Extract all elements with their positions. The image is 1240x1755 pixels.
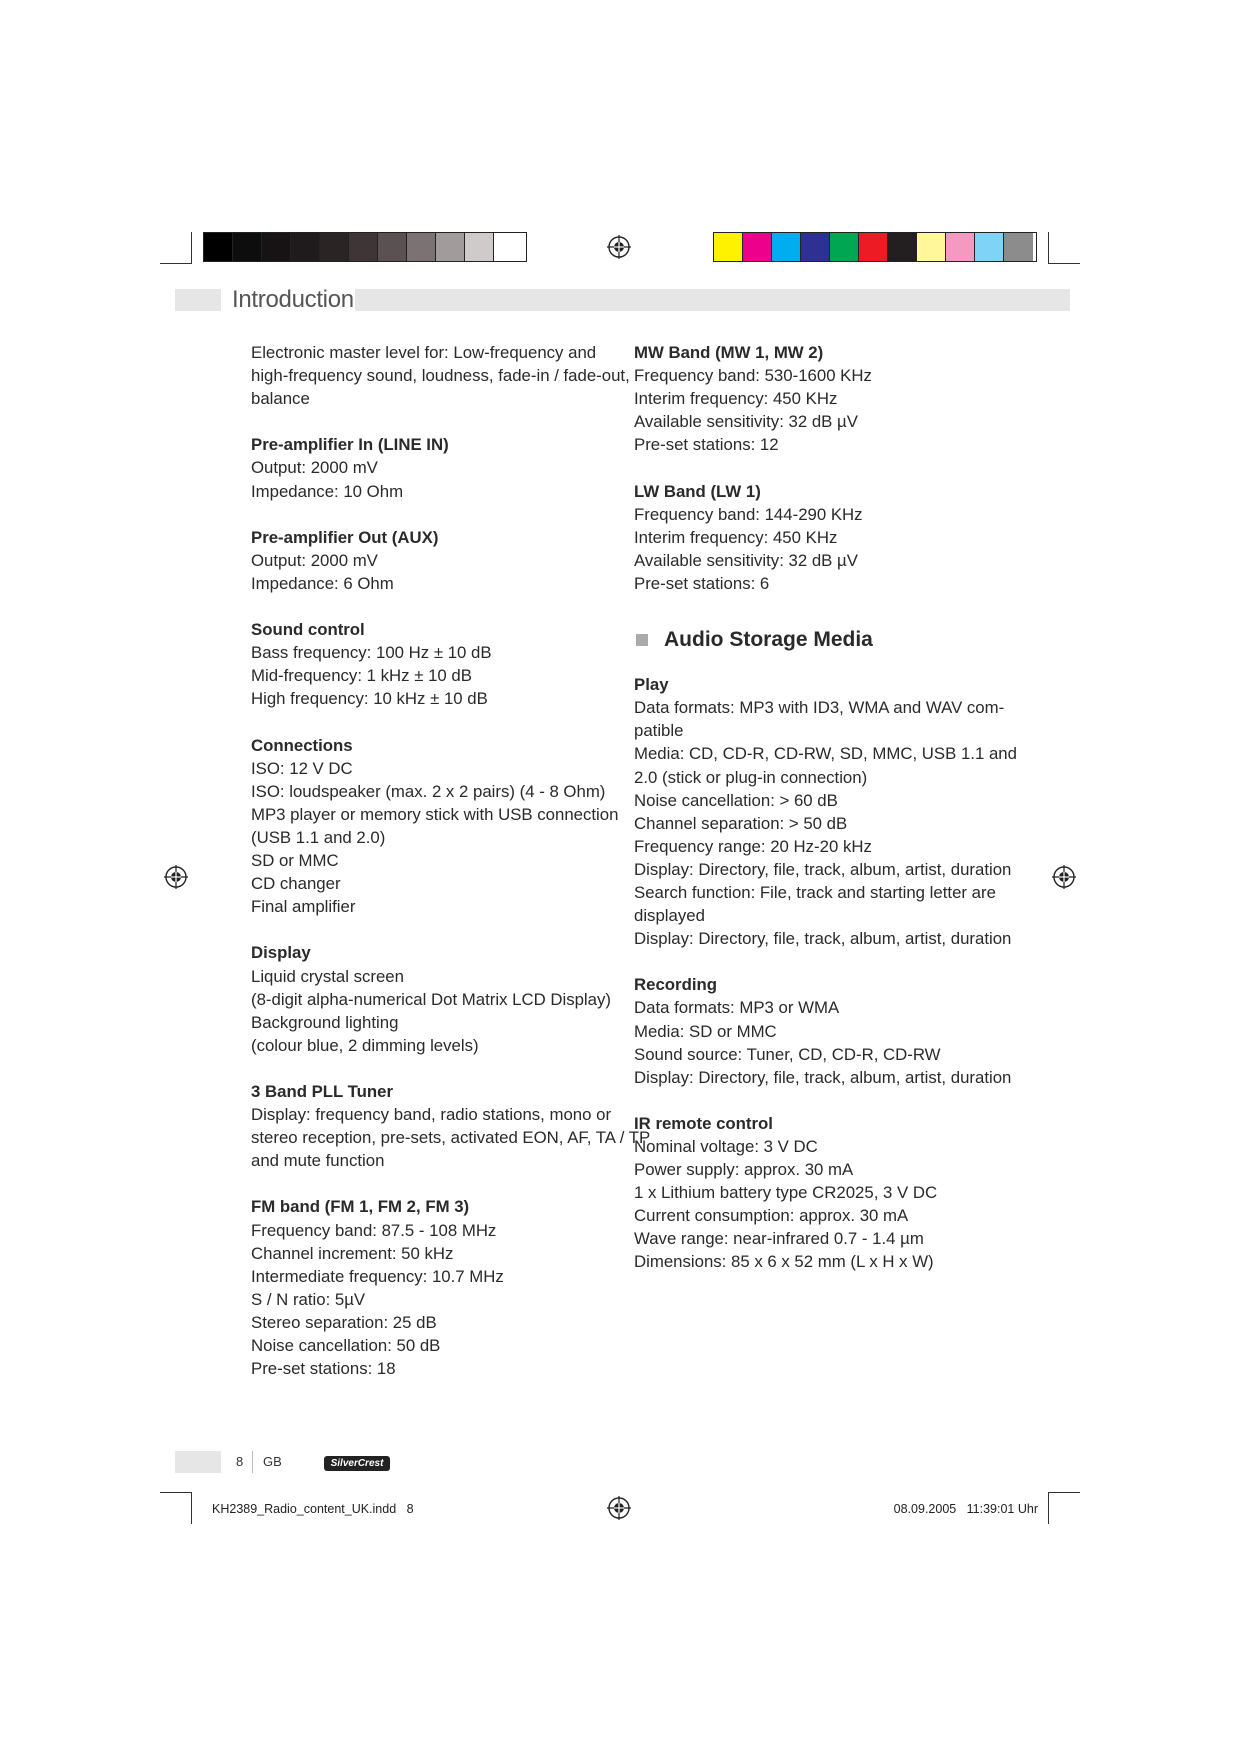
section-heading: Pre-amplifier In (LINE IN)	[251, 435, 449, 455]
spec-line: Stereo separation: 25 dB	[251, 1312, 437, 1332]
spec-lines	[251, 1219, 621, 1381]
color-swatch	[378, 233, 407, 261]
spec-line: Pre-set stations: 18	[251, 1359, 396, 1379]
spec-line: Power supply: approx. 30 mA	[634, 1160, 854, 1180]
crop-mark	[1048, 1492, 1049, 1524]
spec-line: CD changer	[251, 874, 341, 894]
spec-line: Data formats: MP3 with ID3, WMA and WAV com-	[634, 698, 1005, 718]
registration-mark-icon	[607, 235, 631, 259]
spec-lines	[634, 696, 1017, 950]
spec-line: patible	[634, 721, 684, 741]
spec-line: Liquid crystal screen	[251, 966, 404, 986]
spec-line: Background lighting	[251, 1012, 399, 1032]
color-swatch	[436, 233, 465, 261]
spec-lines	[251, 1103, 651, 1172]
crop-mark	[1048, 1492, 1080, 1493]
color-swatch	[975, 233, 1004, 261]
spec-line: Channel increment: 50 kHz	[251, 1243, 454, 1263]
square-bullet-icon	[636, 634, 648, 646]
spec-lines	[634, 364, 1004, 456]
spec-lines	[251, 641, 621, 710]
color-calibration-bar	[713, 232, 1037, 262]
spec-line: Data formats: MP3 or WMA	[634, 998, 840, 1018]
section-heading: 3 Band PLL Tuner	[251, 1082, 394, 1101]
color-swatch	[946, 233, 975, 261]
spec-line: SD or MMC	[251, 851, 339, 871]
footer-divider	[252, 1451, 253, 1473]
color-swatch	[801, 233, 830, 261]
color-swatch	[917, 233, 946, 261]
spec-line: ISO: loudspeaker (max. 2 x 2 pairs) (4 - 8 Ohm)	[251, 781, 606, 801]
spec-line: Impedance: 10 Ohm	[251, 481, 404, 501]
spec-line: Electronic master level for: Low-frequency and	[251, 343, 597, 362]
spec-line: Channel separation: > 50 dB	[634, 813, 848, 833]
section-heading: IR remote control	[634, 1113, 773, 1133]
spec-line: Available sensitivity: 32 dB µV	[634, 412, 858, 432]
crop-mark	[160, 1492, 192, 1493]
spec-line: Nominal voltage: 3 V DC	[634, 1137, 818, 1156]
spec-line: and mute function	[251, 1151, 385, 1171]
crop-mark	[191, 1492, 192, 1524]
left-column	[251, 341, 651, 1380]
spec-lines	[634, 1135, 1004, 1274]
spec-line: Sound source: Tuner, CD, CD-R, CD-RW	[634, 1044, 941, 1064]
section-heading: Sound control	[251, 620, 365, 640]
color-swatch	[204, 233, 233, 261]
crop-mark	[1048, 263, 1080, 264]
color-swatch	[407, 233, 436, 261]
spec-lines	[251, 456, 621, 502]
spec-line: Frequency band: 144-290 KHz	[634, 504, 863, 524]
spec-line: High frequency: 10 kHz ± 10 dB	[251, 689, 488, 709]
spec-line: Final amplifier	[251, 897, 356, 917]
section-heading: Play	[634, 675, 669, 695]
crop-mark	[160, 263, 192, 264]
spec-line: Noise cancellation: > 60 dB	[634, 790, 838, 810]
registration-mark-icon	[1052, 865, 1076, 889]
spec-lines	[634, 503, 1004, 595]
spec-line: Pre-set stations: 12	[634, 435, 779, 455]
audio-storage-heading	[634, 618, 1004, 662]
spec-line: Interim frequency: 450 KHz	[634, 389, 838, 409]
spec-line: Frequency band: 530-1600 KHz	[634, 366, 872, 386]
spec-line: Output: 2000 mV	[251, 458, 378, 478]
section-heading: Display	[251, 943, 311, 963]
spec-line: displayed	[634, 906, 705, 926]
spec-line: Media: CD, CD-R, CD-RW, SD, MMC, USB 1.1 and	[634, 744, 1017, 764]
slug-filename: KH2389_Radio_content_UK.indd 8	[212, 1502, 414, 1516]
spec-line: Mid-frequency: 1 kHz ± 10 dB	[251, 666, 472, 686]
spec-line: Display: frequency band, radio stations, mono or	[251, 1105, 612, 1125]
spec-line: Frequency range: 20 Hz-20 kHz	[634, 836, 872, 856]
header-right-band	[355, 289, 1070, 311]
color-swatch	[494, 233, 523, 261]
spec-line: Display: Directory, file, track, album, artist, duration	[634, 1067, 1012, 1087]
spec-line: Intermediate frequency: 10.7 MHz	[251, 1266, 504, 1286]
spec-line: (USB 1.1 and 2.0)	[251, 827, 386, 847]
color-swatch	[291, 233, 320, 261]
color-swatch	[888, 233, 917, 261]
spec-line: Impedance: 6 Ohm	[251, 573, 394, 593]
grayscale-calibration-bar	[203, 232, 527, 262]
color-swatch	[320, 233, 349, 261]
section-heading: FM band (FM 1, FM 2, FM 3)	[251, 1197, 470, 1217]
spec-lines	[251, 965, 621, 1057]
slug-timestamp: 08.09.2005 11:39:01 Uhr	[893, 1502, 1038, 1516]
color-swatch	[714, 233, 743, 261]
spec-line: Media: SD or MMC	[634, 1021, 777, 1041]
spec-line: balance	[251, 389, 310, 409]
spec-line: (colour blue, 2 dimming levels)	[251, 1035, 479, 1055]
color-swatch	[465, 233, 494, 261]
registration-mark-icon	[607, 1496, 631, 1520]
color-swatch	[233, 233, 262, 261]
spec-line: Bass frequency: 100 Hz ± 10 dB	[251, 643, 492, 663]
color-swatch	[830, 233, 859, 261]
section-heading: Connections	[251, 735, 353, 755]
color-swatch	[859, 233, 888, 261]
section-heading: Recording	[634, 975, 717, 995]
spec-line: Display: Directory, file, track, album, artist, duration	[634, 929, 1012, 949]
spec-line: S / N ratio: 5µV	[251, 1289, 366, 1309]
spec-line: high-frequency sound, loudness, fade-in / fade-out,	[251, 366, 630, 386]
crop-mark	[1048, 232, 1049, 263]
color-swatch	[772, 233, 801, 261]
page-number: 8	[236, 1454, 244, 1469]
spec-lines	[251, 549, 621, 595]
audio-storage-title: Audio Storage Media	[664, 628, 873, 652]
intro-text	[251, 341, 630, 410]
color-swatch	[349, 233, 378, 261]
spec-line: Output: 2000 mV	[251, 550, 378, 570]
color-swatch	[262, 233, 291, 261]
spec-line: MP3 player or memory stick with USB connection	[251, 804, 619, 824]
language-code: GB	[263, 1454, 282, 1469]
spec-line: Noise cancellation: 50 dB	[251, 1336, 441, 1356]
spec-line: 1 x Lithium battery type CR2025, 3 V DC	[634, 1183, 938, 1203]
color-swatch	[1004, 233, 1033, 261]
header-left-band	[175, 289, 221, 311]
spec-line: ISO: 12 V DC	[251, 758, 353, 778]
spec-line: Wave range: near-infrared 0.7 - 1.4 µm	[634, 1229, 924, 1249]
spec-line: Pre-set stations: 6	[634, 573, 770, 593]
silvercrest-logo: SilverCrest	[324, 1456, 390, 1471]
spec-line: Frequency band: 87.5 - 108 MHz	[251, 1220, 497, 1240]
spec-line: 2.0 (stick or plug-in connection)	[634, 767, 868, 787]
registration-mark-icon	[164, 865, 188, 889]
page-title: Introduction	[232, 286, 354, 313]
right-column	[634, 341, 1017, 1274]
spec-line: Interim frequency: 450 KHz	[634, 527, 838, 547]
color-swatch	[743, 233, 772, 261]
spec-line: Dimensions: 85 x 6 x 52 mm (L x H x W)	[634, 1252, 934, 1272]
spec-lines	[251, 757, 621, 919]
section-heading: LW Band (LW 1)	[634, 481, 761, 501]
section-heading: MW Band (MW 1, MW 2)	[634, 343, 824, 362]
spec-line: stereo reception, pre-sets, activated EON, AF, TA / TP	[251, 1128, 651, 1148]
spec-line: Available sensitivity: 32 dB µV	[634, 550, 858, 570]
spec-lines	[634, 996, 1012, 1088]
spec-line: Search function: File, track and starting letter are	[634, 882, 996, 902]
section-heading: Pre-amplifier Out (AUX)	[251, 527, 439, 547]
crop-mark	[191, 232, 192, 263]
spec-line: Current consumption: approx. 30 mA	[634, 1206, 909, 1226]
spec-line: (8-digit alpha-numerical Dot Matrix LCD Display)	[251, 989, 611, 1009]
footer-band	[175, 1451, 221, 1473]
spec-line: Display: Directory, file, track, album, artist, duration	[634, 859, 1012, 879]
